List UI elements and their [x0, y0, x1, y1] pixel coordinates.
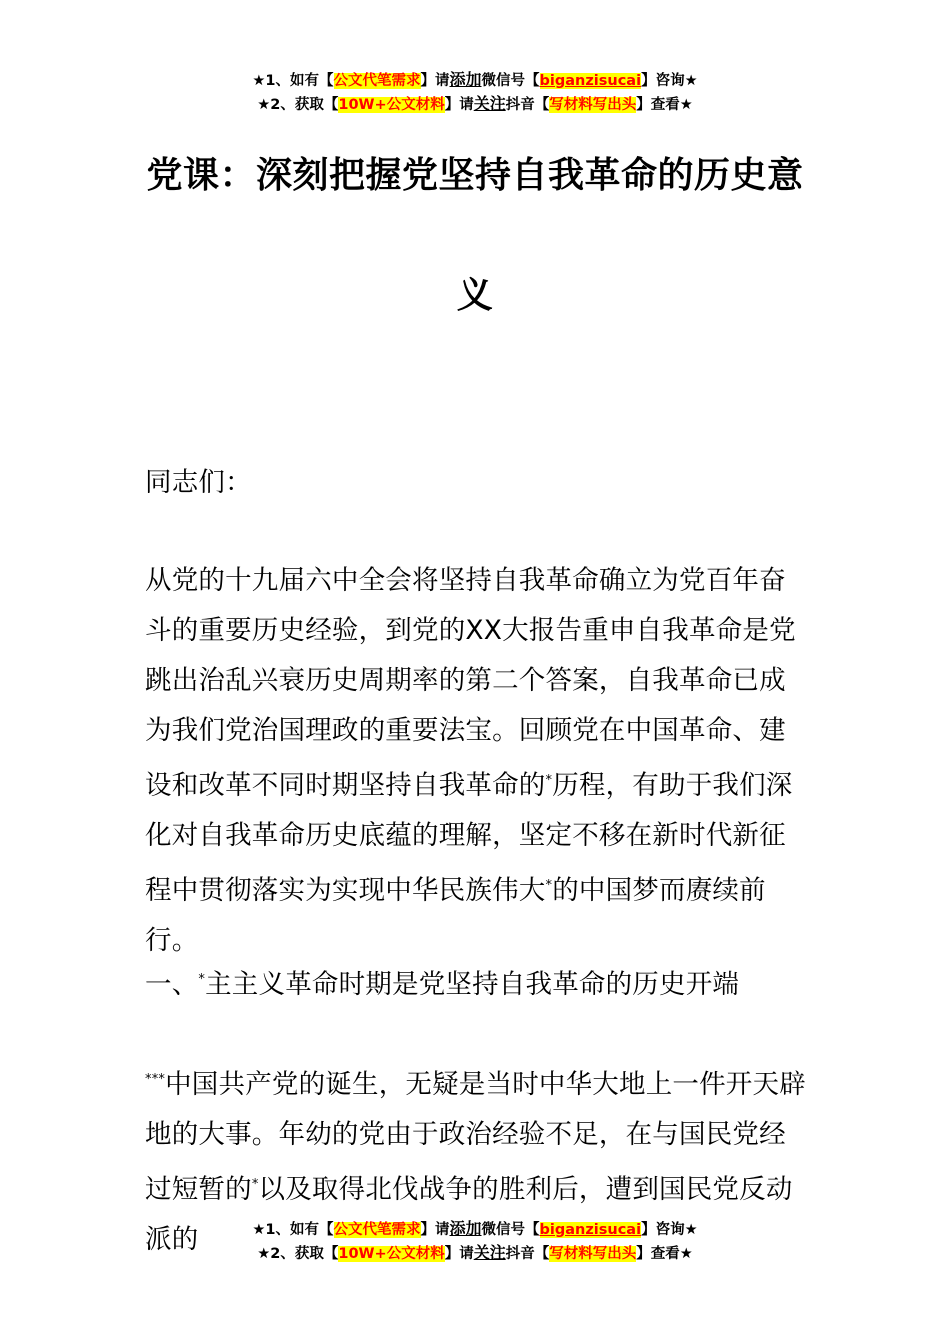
paragraph-intro	[145, 556, 810, 966]
footer-2-mid2: 抖音【	[505, 1246, 550, 1262]
heading1-prefix: 一、	[145, 969, 199, 1000]
banner-1-highlight-service: 公文代笔需求	[333, 73, 421, 89]
greeting-text: 同志们：	[145, 467, 252, 498]
banner-line-1	[0, 68, 950, 92]
para1-part2: 历程，有助于我们深化对自我革命历史底蕴的理解，坚定不移在新时代新征程中贯彻落实为实现中华民族伟大	[145, 770, 793, 906]
banner-line-2	[0, 92, 950, 116]
para1-mark2: *	[545, 878, 553, 893]
banner-2-suffix: 】查看★	[636, 97, 693, 113]
footer-1-wechat-id[interactable]: biganzisucai	[539, 1222, 642, 1238]
footer-1-emphasis: 添加	[449, 1219, 482, 1238]
heading1-text: 主主义革命时期是党坚持自我革命的历史开端	[205, 969, 740, 1000]
footer-2-prefix: ★2、获取【	[257, 1246, 339, 1262]
footer-2-douyin-account: 写材料写出头	[549, 1246, 637, 1262]
greeting	[145, 458, 810, 508]
header-banner	[0, 68, 950, 116]
footer-1-highlight-service: 公文代笔需求	[333, 1222, 421, 1238]
document-title-line-2: 义	[456, 275, 494, 316]
footer-2-highlight-materials: 10W+公文材料	[338, 1246, 445, 1262]
banner-2-mid2: 抖音【	[505, 97, 550, 113]
para2-mark: ***	[145, 1072, 166, 1087]
heading1-mark: *	[198, 972, 206, 987]
footer-1-prefix: ★1、如有【	[252, 1222, 334, 1238]
footer-1-mid2: 微信号【	[481, 1222, 540, 1238]
para1-part1: 从党的十九届六中全会将坚持自我革命确立为党百年奋斗的重要历史经验，到党的XX大报告重申自我革命是党跳出治乱兴衰历史周期率的第二个答案，自我革命已成为我们党治国理政的重要法宝。回顾党在中国革命、建设和改革不同时期坚持自我革命的	[145, 565, 796, 801]
banner-1-prefix: ★1、如有【	[252, 73, 334, 89]
para1-mark1: *	[545, 773, 553, 788]
footer-1-mid1: 】请	[420, 1222, 450, 1238]
footer-banner-line-1	[0, 1217, 950, 1241]
banner-2-prefix: ★2、获取【	[257, 97, 339, 113]
para2-part2: 以及取得北伐战争的胜利后，遭到国民党反动派的	[145, 1174, 793, 1255]
banner-1-suffix: 】咨询★	[641, 73, 698, 89]
footer-2-suffix: 】查看★	[636, 1246, 693, 1262]
footer-banner-line-2	[0, 1241, 950, 1265]
footer-2-mid1: 】请	[444, 1246, 474, 1262]
footer-1-suffix: 】咨询★	[641, 1222, 698, 1238]
section-heading-1-text	[145, 955, 810, 1010]
para2-mark2: *	[251, 1177, 259, 1192]
section-heading-1	[145, 955, 810, 1010]
banner-2-douyin-account: 写材料写出头	[549, 97, 637, 113]
document-title-line-1: 党课：深刻把握党坚持自我革命的历史意	[146, 155, 804, 196]
banner-1-mid1: 】请	[420, 73, 450, 89]
para2-part1: 中国共产党的诞生，无疑是当时中华大地上一件开天辟地的大事。年幼的党由于政治经验不足，在与国民党经过短暂的	[145, 1069, 806, 1205]
para1-part3: 的中国梦而赓续前行。	[145, 875, 766, 956]
footer-2-emphasis: 关注	[473, 1243, 506, 1262]
paragraph-intro-text	[145, 556, 810, 966]
banner-1-wechat-id[interactable]: biganzisucai	[539, 73, 642, 89]
banner-1-emphasis: 添加	[449, 70, 482, 89]
footer-banner	[0, 1217, 950, 1265]
banner-1-mid2: 微信号【	[481, 73, 540, 89]
banner-2-emphasis: 关注	[473, 94, 506, 113]
banner-2-highlight-materials: 10W+公文材料	[338, 97, 445, 113]
banner-2-mid1: 】请	[444, 97, 474, 113]
